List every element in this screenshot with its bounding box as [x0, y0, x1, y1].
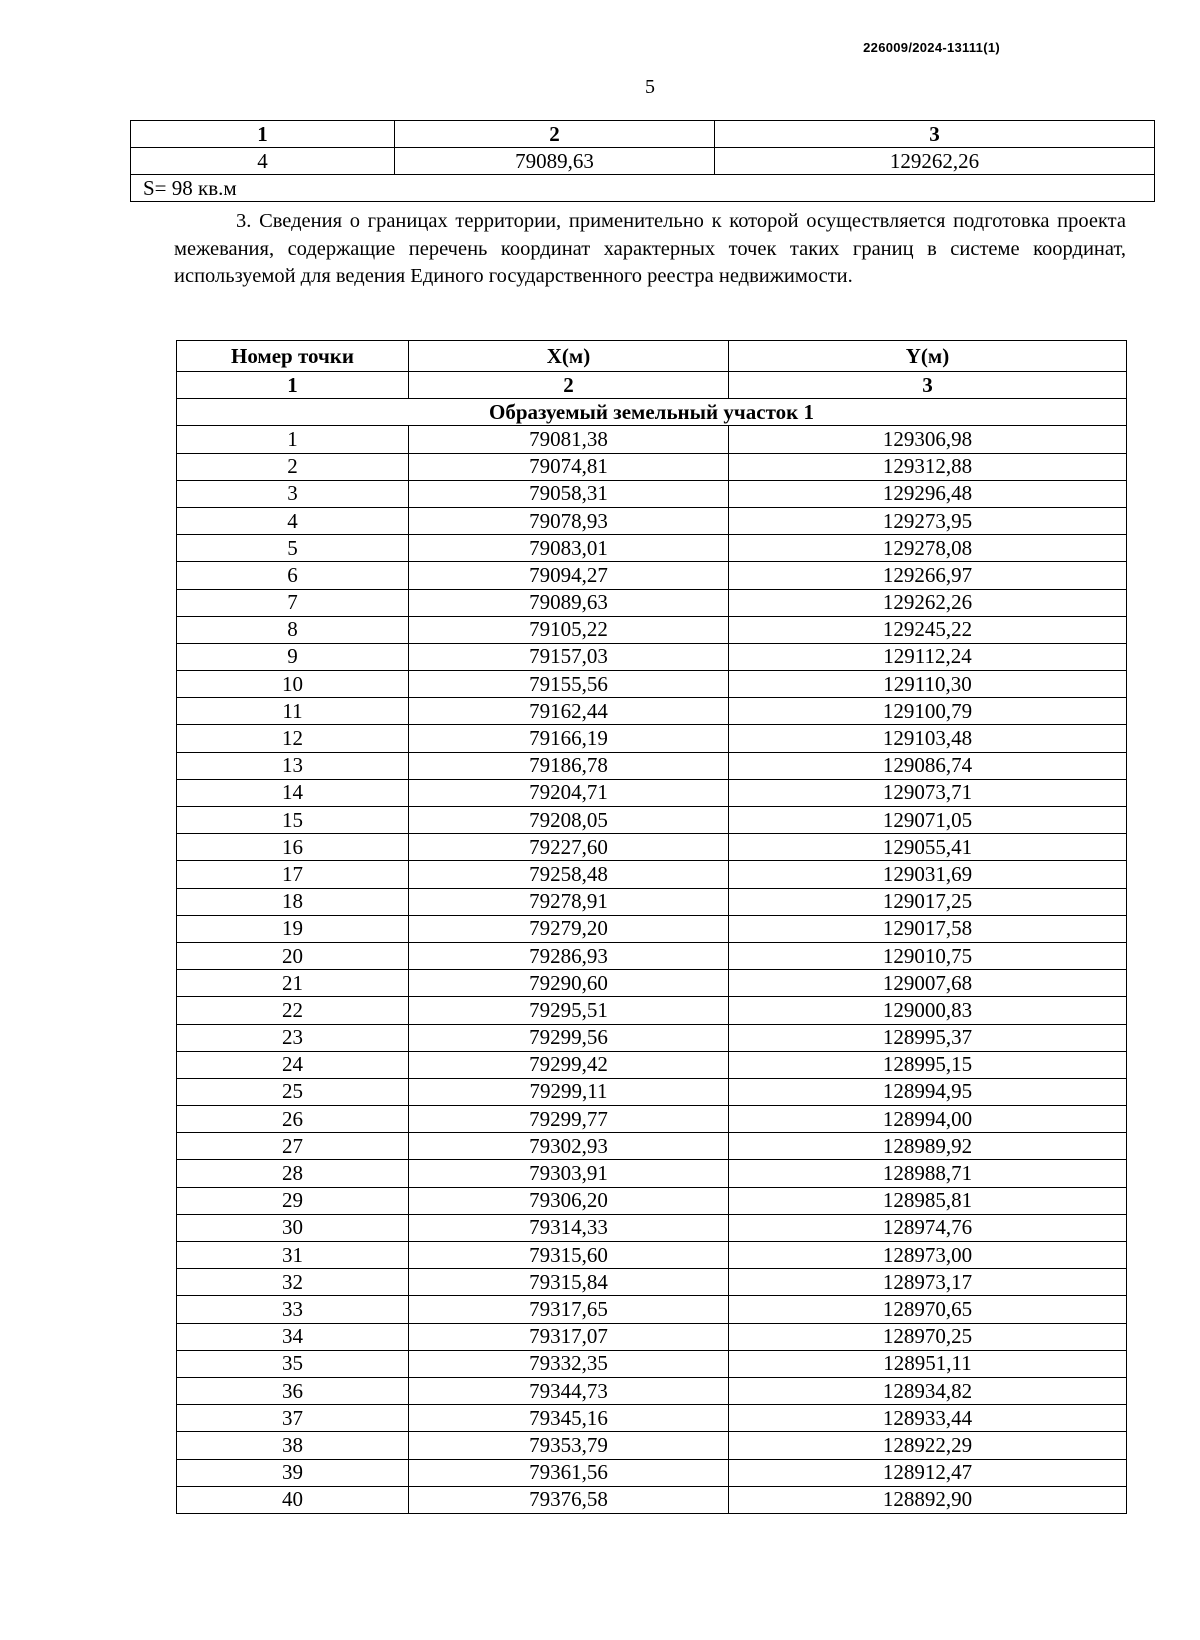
point-number-cell: 12 [177, 725, 409, 752]
point-number-cell: 9 [177, 643, 409, 670]
table-row [177, 1187, 1127, 1214]
y-coordinate-cell: 128994,95 [729, 1078, 1127, 1105]
table-header-row [177, 341, 1127, 372]
table-row [177, 1269, 1127, 1296]
point-number-cell: 8 [177, 616, 409, 643]
y-coordinate-cell: 128970,65 [729, 1296, 1127, 1323]
point-number-cell: 13 [177, 752, 409, 779]
y-coordinate-cell: 128989,92 [729, 1133, 1127, 1160]
y-coordinate-cell: 128951,11 [729, 1350, 1127, 1377]
y-coordinate-cell: 128973,17 [729, 1269, 1127, 1296]
point-number-cell: 39 [177, 1459, 409, 1486]
point-number-cell: 7 [177, 589, 409, 616]
table-row [131, 148, 1155, 175]
table-row [177, 1024, 1127, 1051]
table-row [177, 888, 1127, 915]
point-number-cell: 20 [177, 942, 409, 969]
point-number-cell: 29 [177, 1187, 409, 1214]
table-row [177, 562, 1127, 589]
x-coordinate-cell: 79317,65 [409, 1296, 729, 1323]
x-coordinate-cell: 79344,73 [409, 1377, 729, 1404]
coordinates-table [176, 340, 1127, 1514]
point-number-cell: 34 [177, 1323, 409, 1350]
column-index-cell: 2 [395, 121, 715, 148]
y-coordinate-cell: 129306,98 [729, 426, 1127, 453]
y-coordinate-cell: 129296,48 [729, 480, 1127, 507]
column-index-cell: 3 [729, 372, 1127, 399]
table-row [177, 807, 1127, 834]
y-coordinate-cell: 128994,00 [729, 1106, 1127, 1133]
point-number-cell: 18 [177, 888, 409, 915]
table-row [177, 616, 1127, 643]
y-coordinate-cell: 129000,83 [729, 997, 1127, 1024]
y-coordinate-cell: 128892,90 [729, 1486, 1127, 1513]
x-coordinate-cell: 79094,27 [409, 562, 729, 589]
x-coordinate-cell: 79314,33 [409, 1214, 729, 1241]
column-index-row [177, 372, 1127, 399]
table-row [177, 725, 1127, 752]
point-number-cell: 19 [177, 915, 409, 942]
table-row [177, 1459, 1127, 1486]
point-number-cell: 37 [177, 1405, 409, 1432]
table-row [177, 1432, 1127, 1459]
point-number-cell: 4 [131, 148, 395, 175]
x-coordinate-cell: 79290,60 [409, 970, 729, 997]
x-coordinate-cell: 79353,79 [409, 1432, 729, 1459]
y-coordinate-cell: 129086,74 [729, 752, 1127, 779]
x-coordinate-cell: 79105,22 [409, 616, 729, 643]
x-coordinate-cell: 79286,93 [409, 942, 729, 969]
y-coordinate-cell: 129017,25 [729, 888, 1127, 915]
x-coordinate-cell: 79166,19 [409, 725, 729, 752]
y-coordinate-cell: 128973,00 [729, 1242, 1127, 1269]
x-coordinate-cell: 79303,91 [409, 1160, 729, 1187]
point-number-cell: 14 [177, 779, 409, 806]
y-coordinate-cell: 129073,71 [729, 779, 1127, 806]
table-row [177, 1214, 1127, 1241]
table-row [177, 1133, 1127, 1160]
table-row [177, 1051, 1127, 1078]
y-coordinate-cell: 129266,97 [729, 562, 1127, 589]
point-number-cell: 32 [177, 1269, 409, 1296]
table-row [177, 480, 1127, 507]
y-coordinate-cell: 129112,24 [729, 643, 1127, 670]
x-coordinate-cell: 79157,03 [409, 643, 729, 670]
y-coordinate-cell: 129273,95 [729, 507, 1127, 534]
x-coordinate-cell: 79162,44 [409, 698, 729, 725]
x-coordinate-cell: 79204,71 [409, 779, 729, 806]
table-row [177, 1486, 1127, 1513]
x-coordinate-cell: 79078,93 [409, 507, 729, 534]
x-coordinate-cell: 79155,56 [409, 671, 729, 698]
x-coordinate-cell: 79083,01 [409, 535, 729, 562]
x-coordinate-cell: 79306,20 [409, 1187, 729, 1214]
x-header: X(м) [409, 341, 729, 372]
point-number-header: Номер точки [177, 341, 409, 372]
point-number-cell: 4 [177, 507, 409, 534]
table-row [177, 970, 1127, 997]
point-number-cell: 5 [177, 535, 409, 562]
table-row [177, 671, 1127, 698]
table-row [177, 535, 1127, 562]
point-number-cell: 28 [177, 1160, 409, 1187]
point-number-cell: 3 [177, 480, 409, 507]
table-row [177, 1296, 1127, 1323]
table-row [177, 942, 1127, 969]
table-row [177, 643, 1127, 670]
x-coordinate-cell: 79299,11 [409, 1078, 729, 1105]
y-coordinate-cell: 129245,22 [729, 616, 1127, 643]
x-coordinate-cell: 79299,56 [409, 1024, 729, 1051]
y-coordinate-cell: 129007,68 [729, 970, 1127, 997]
x-coordinate-cell: 79317,07 [409, 1323, 729, 1350]
area-row [131, 175, 1155, 202]
x-coordinate-cell: 79089,63 [395, 148, 715, 175]
y-coordinate-cell: 129055,41 [729, 834, 1127, 861]
x-coordinate-cell: 79074,81 [409, 453, 729, 480]
table-row [177, 834, 1127, 861]
x-coordinate-cell: 79058,31 [409, 480, 729, 507]
y-coordinate-cell: 129010,75 [729, 942, 1127, 969]
y-coordinate-cell: 129312,88 [729, 453, 1127, 480]
x-coordinate-cell: 79361,56 [409, 1459, 729, 1486]
section-paragraph: 3. Сведения о границах территории, применительно к которой осуществляется подготовка проекта межевания, содержащие перечень координат характерных точек таких границ в системе координат, используемой для ведения Единого государственного реестра недвижимости. [174, 210, 1126, 287]
table-row [177, 1242, 1127, 1269]
point-number-cell: 15 [177, 807, 409, 834]
top-coordinates-table [130, 120, 1155, 202]
x-coordinate-cell: 79315,60 [409, 1242, 729, 1269]
y-coordinate-cell: 129262,26 [729, 589, 1127, 616]
table-row [177, 997, 1127, 1024]
point-number-cell: 33 [177, 1296, 409, 1323]
x-coordinate-cell: 79186,78 [409, 752, 729, 779]
point-number-cell: 23 [177, 1024, 409, 1051]
point-number-cell: 40 [177, 1486, 409, 1513]
y-coordinate-cell: 128974,76 [729, 1214, 1127, 1241]
point-number-cell: 31 [177, 1242, 409, 1269]
x-coordinate-cell: 79089,63 [409, 589, 729, 616]
y-coordinate-cell: 128970,25 [729, 1323, 1127, 1350]
point-number-cell: 16 [177, 834, 409, 861]
point-number-cell: 22 [177, 997, 409, 1024]
point-number-cell: 25 [177, 1078, 409, 1105]
table-row [177, 861, 1127, 888]
y-coordinate-cell: 129110,30 [729, 671, 1127, 698]
table-row [177, 1078, 1127, 1105]
x-coordinate-cell: 79279,20 [409, 915, 729, 942]
y-coordinate-cell: 129103,48 [729, 725, 1127, 752]
point-number-cell: 21 [177, 970, 409, 997]
point-number-cell: 27 [177, 1133, 409, 1160]
table-row [177, 698, 1127, 725]
y-coordinate-cell: 129017,58 [729, 915, 1127, 942]
table-row [177, 1377, 1127, 1404]
table-row [177, 752, 1127, 779]
x-coordinate-cell: 79315,84 [409, 1269, 729, 1296]
point-number-cell: 26 [177, 1106, 409, 1133]
y-coordinate-cell: 128933,44 [729, 1405, 1127, 1432]
point-number-cell: 1 [177, 426, 409, 453]
x-coordinate-cell: 79295,51 [409, 997, 729, 1024]
document-number: 226009/2024-13111(1) [863, 40, 1000, 55]
x-coordinate-cell: 79299,42 [409, 1051, 729, 1078]
y-coordinate-cell: 129100,79 [729, 698, 1127, 725]
page-number: 5 [645, 76, 655, 98]
y-coordinate-cell: 128922,29 [729, 1432, 1127, 1459]
y-coordinate-cell: 128985,81 [729, 1187, 1127, 1214]
y-coordinate-cell: 128934,82 [729, 1377, 1127, 1404]
x-coordinate-cell: 79376,58 [409, 1486, 729, 1513]
y-coordinate-cell: 129071,05 [729, 807, 1127, 834]
x-coordinate-cell: 79278,91 [409, 888, 729, 915]
section-title-row [177, 399, 1127, 426]
y-header: Y(м) [729, 341, 1127, 372]
point-number-cell: 2 [177, 453, 409, 480]
x-coordinate-cell: 79299,77 [409, 1106, 729, 1133]
column-index-cell: 3 [715, 121, 1155, 148]
x-coordinate-cell: 79208,05 [409, 807, 729, 834]
table-row [177, 426, 1127, 453]
point-number-cell: 35 [177, 1350, 409, 1377]
area-cell: S= 98 кв.м [131, 175, 1155, 202]
table-row [177, 589, 1127, 616]
table-row [177, 1160, 1127, 1187]
table-row [177, 453, 1127, 480]
x-coordinate-cell: 79302,93 [409, 1133, 729, 1160]
table-row [177, 915, 1127, 942]
table-header-row [131, 121, 1155, 148]
point-number-cell: 10 [177, 671, 409, 698]
x-coordinate-cell: 79227,60 [409, 834, 729, 861]
column-index-cell: 1 [131, 121, 395, 148]
table-row [177, 779, 1127, 806]
y-coordinate-cell: 128995,15 [729, 1051, 1127, 1078]
y-coordinate-cell: 128912,47 [729, 1459, 1127, 1486]
table-row [177, 1323, 1127, 1350]
section-title: Образуемый земельный участок 1 [177, 399, 1127, 426]
table-row [177, 507, 1127, 534]
point-number-cell: 24 [177, 1051, 409, 1078]
y-coordinate-cell: 128988,71 [729, 1160, 1127, 1187]
column-index-cell: 1 [177, 372, 409, 399]
x-coordinate-cell: 79258,48 [409, 861, 729, 888]
y-coordinate-cell: 128995,37 [729, 1024, 1127, 1051]
x-coordinate-cell: 79081,38 [409, 426, 729, 453]
table-row [177, 1350, 1127, 1377]
y-coordinate-cell: 129278,08 [729, 535, 1127, 562]
x-coordinate-cell: 79332,35 [409, 1350, 729, 1377]
point-number-cell: 11 [177, 698, 409, 725]
y-coordinate-cell: 129031,69 [729, 861, 1127, 888]
x-coordinate-cell: 79345,16 [409, 1405, 729, 1432]
column-index-cell: 2 [409, 372, 729, 399]
point-number-cell: 6 [177, 562, 409, 589]
point-number-cell: 30 [177, 1214, 409, 1241]
point-number-cell: 38 [177, 1432, 409, 1459]
table-row [177, 1405, 1127, 1432]
table-row [177, 1106, 1127, 1133]
point-number-cell: 36 [177, 1377, 409, 1404]
y-coordinate-cell: 129262,26 [715, 148, 1155, 175]
point-number-cell: 17 [177, 861, 409, 888]
